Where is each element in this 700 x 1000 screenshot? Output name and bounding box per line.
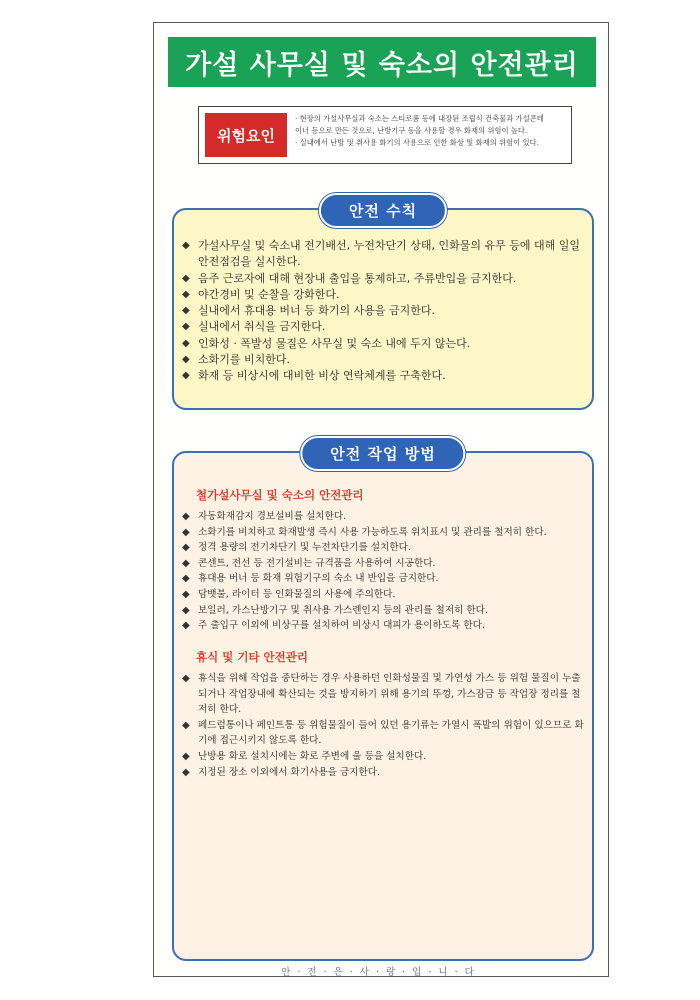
diamond-bullet-icon: ◆ <box>182 750 190 762</box>
diamond-bullet-icon: ◆ <box>182 719 190 731</box>
list-item-text: 가설사무실 및 숙소내 전기배선, 누전차단기 상태, 인화물의 유무 등에 대해 일일 안전점검을 실시한다. <box>198 239 580 269</box>
footer-motto: 안·전·은·사·랑·입·니·다 <box>281 967 481 978</box>
hazard-line: · 실내에서 난방 및 취사용 화기의 사용으로 인한 화상 및 화재의 위험이 있다. <box>295 138 539 147</box>
list-item <box>182 765 586 781</box>
list-item-text: 난방용 화로 설치시에는 화로 주변에 울 등을 설치한다. <box>198 750 427 762</box>
list-item-text: 페드럼통이나 페인트통 등 위험물질이 들어 있던 용기류는 가열시 폭발의 위험이 있으므로 화기에 접근시키지 않도록 한다. <box>198 719 584 747</box>
diamond-bullet-icon: ◆ <box>182 542 190 554</box>
section-title: 휴식 및 기타 안전관리 <box>196 650 308 664</box>
hazard-line: · 현장의 가설사무실과 숙소는 스티로폼 등에 내장된 조립식 건축물과 가설콘테 <box>295 114 544 123</box>
list-item-text: 정격 용량의 전기차단기 및 누전차단기를 설치한다. <box>198 542 411 554</box>
list-item-text: 야간경비 및 순찰을 강화한다. <box>198 287 340 301</box>
list-item <box>182 238 586 271</box>
list-item-text: 소화기를 비치한다. <box>198 353 291 367</box>
list-item-text: 보일러, 가스난방기구 및 취사용 가스렌인지 등의 관리를 철저히 한다. <box>198 604 488 616</box>
list-item <box>182 718 586 749</box>
diamond-bullet-icon: ◆ <box>182 288 190 300</box>
list-item-text: 콘센트, 전선 등 전기설비는 규격품을 사용하여 시공한다. <box>198 557 436 569</box>
list-item <box>182 303 586 319</box>
list-item <box>182 749 586 765</box>
list-item <box>182 368 586 384</box>
diamond-bullet-icon: ◆ <box>182 588 190 600</box>
hazard-label: 위험요인 <box>205 113 287 157</box>
list-item-text: 소화기를 비치하고 화재발생 즉시 사용 가능하도록 위치표시 및 관리를 철저히 한다. <box>198 526 547 538</box>
list-item <box>182 287 586 303</box>
diamond-bullet-icon: ◆ <box>182 272 190 284</box>
diamond-bullet-icon: ◆ <box>182 370 190 382</box>
list-item <box>182 352 586 368</box>
safety-methods-heading: 안전 작업 방법 <box>300 436 465 471</box>
list-item-text: 지정된 장소 이외에서 화기사용을 금지한다. <box>198 766 381 778</box>
list-item-text: 주 출입구 이외에 비상구를 설치하여 비상시 대피가 용이하도록 한다. <box>198 620 485 632</box>
safety-rules-heading: 안전 수칙 <box>319 193 447 228</box>
list-item-text: 음주 근로자에 대해 현장내 출입을 통제하고, 주류반입을 금지한다. <box>198 271 517 285</box>
page-title: 가설 사무실 및 숙소의 안전관리 <box>168 37 596 87</box>
diamond-bullet-icon: ◆ <box>182 511 190 522</box>
list-item <box>182 271 586 287</box>
diamond-bullet-icon: ◆ <box>182 321 190 333</box>
list-item <box>182 618 586 634</box>
list-item-text: 담뱃불, 라이터 등 인화물질의 사용에 주의한다. <box>198 588 396 600</box>
list-item <box>182 556 586 572</box>
diamond-bullet-icon: ◆ <box>182 354 190 366</box>
section-list <box>182 509 586 634</box>
diamond-bullet-icon: ◆ <box>182 557 190 569</box>
hazard-line: 이너 등으로 만든 것으로, 난방기구 등을 사용할 경우 화재의 위험이 높다. <box>295 126 528 135</box>
list-item-text: 인화성 · 폭발성 물질은 사무실 및 숙소 내에 두지 않는다. <box>198 336 471 350</box>
safety-rules-list <box>182 238 586 385</box>
list-item-text: 휴대용 버너 등 화재 위험기구의 숙소 내 반입을 금지한다. <box>198 573 439 585</box>
list-item-text: 실내에서 휴대용 버너 등 화기의 사용을 금지한다. <box>198 304 435 318</box>
diamond-bullet-icon: ◆ <box>182 673 190 684</box>
safety-methods-box <box>172 445 594 961</box>
list-item-text: 자동화재감지 경보설비를 설치한다. <box>198 511 347 522</box>
diamond-bullet-icon: ◆ <box>182 240 190 251</box>
list-item <box>182 603 586 619</box>
diamond-bullet-icon: ◆ <box>182 573 190 585</box>
diamond-bullet-icon: ◆ <box>182 337 190 349</box>
diamond-bullet-icon: ◆ <box>182 526 190 538</box>
safety-poster <box>153 22 609 977</box>
list-item <box>182 319 586 335</box>
list-item-text: 실내에서 취식을 금지한다. <box>198 320 326 334</box>
hazard-description <box>287 107 571 163</box>
hazard-panel <box>198 106 572 164</box>
list-item <box>182 671 586 718</box>
diamond-bullet-icon: ◆ <box>182 766 190 778</box>
diamond-bullet-icon: ◆ <box>182 620 190 632</box>
list-item <box>182 509 586 525</box>
diamond-bullet-icon: ◆ <box>182 604 190 616</box>
list-item <box>182 571 586 587</box>
diamond-bullet-icon: ◆ <box>182 305 190 317</box>
list-item <box>182 525 586 541</box>
section-list <box>182 671 586 780</box>
list-item-text: 화재 등 비상시에 대비한 비상 연락체계를 구축한다. <box>198 369 446 383</box>
list-item <box>182 336 586 352</box>
list-item <box>182 540 586 556</box>
safety-rules-box <box>172 202 594 410</box>
section-title: 철가설사무실 및 숙소의 안전관리 <box>196 488 364 502</box>
list-item <box>182 587 586 603</box>
list-item-text: 휴식을 위해 작업을 중단하는 경우 사용하던 인화성물질 및 가연성 가스 등 위험 물질이 누출되거나 작업장내에 확산되는 것을 방지하기 위해 용기의 뚜껑, 가스잠금 등 작업장 정리를 철저히 한다. <box>198 673 581 716</box>
